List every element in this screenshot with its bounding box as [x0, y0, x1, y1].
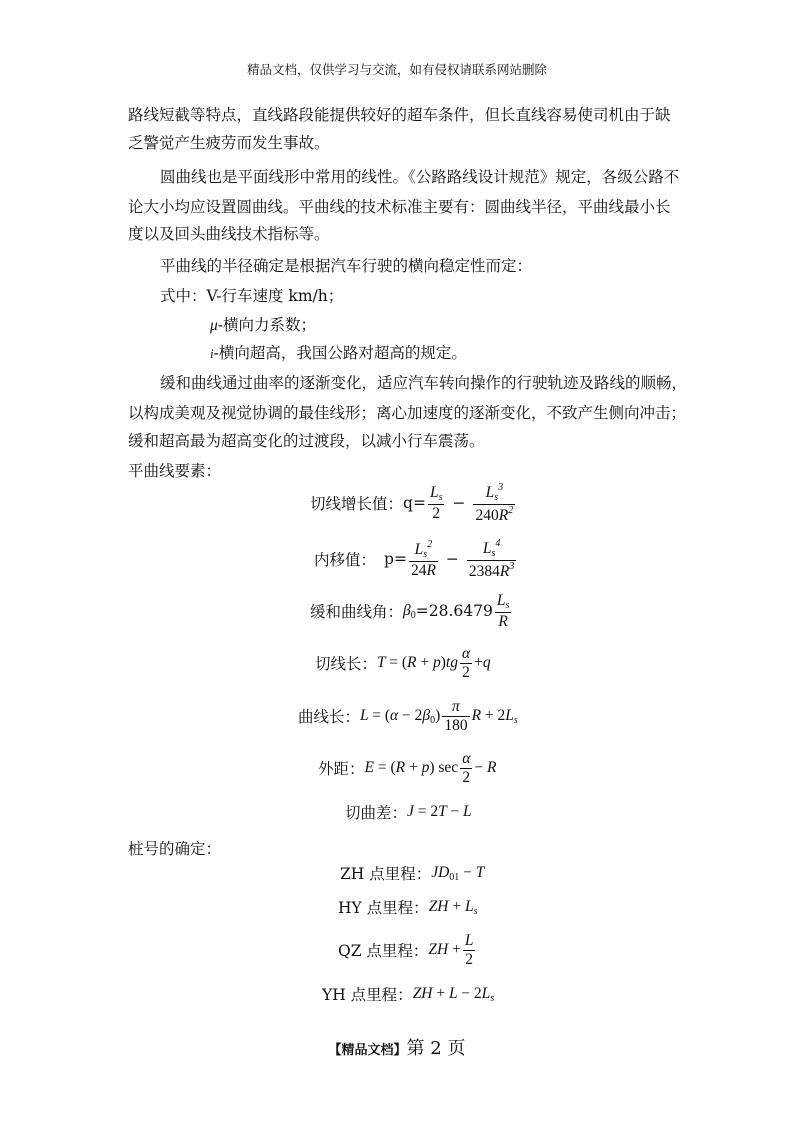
definition-i — [210, 341, 467, 363]
paragraph-line: 路线短截等特点，直线路段能提供较好的超车条件，但长直线容易使司机由于缺 — [128, 106, 671, 124]
formula-label: ZH 点里程： — [340, 865, 432, 883]
page-number: 第 2 页 — [406, 1038, 466, 1059]
formula-spiral-angle: 缓和曲线角： $\beta_0$ =28.6479 $\frac{L_s}{R}$ — [310, 592, 510, 630]
formula-label: 曲线长： — [298, 708, 361, 727]
formula-tangent-curve-difference: 切曲差： J = 2T − L — [345, 803, 472, 822]
definition-v: 式中：V-行车速度 km/h； — [160, 287, 344, 305]
paragraph-line: 缓和超高最为超高变化的过渡段，以减小行车震荡。 — [128, 432, 485, 450]
formula-label: YH 点里程： — [322, 986, 413, 1004]
formula-station-hy: HY 点里程： ZH + $L_s$ — [338, 897, 478, 917]
formula-external-distance: 外距： E = (R + p) sec $\frac{\alpha}{2}$ − R — [318, 750, 497, 786]
formula-label: 切线长： — [315, 655, 378, 674]
page-footer — [0, 1034, 794, 1060]
formula-tangent-increase: 切线增长值： q= $\frac{L_s}{2}$ − $\frac{L_s^3}{240R^2}$ — [310, 482, 514, 524]
page-header: 精品文档，仅供学习与交流，如有侵权请联系网站删除 — [246, 62, 547, 77]
formula-label: 切线增长值： — [310, 495, 404, 514]
formula-label: HY 点里程： — [338, 899, 429, 917]
paragraph-line: 论大小均应设置圆曲线。平曲线的技术标准主要有：圆曲线半径，平曲线最小长 — [128, 198, 671, 216]
formula-curve-length: 曲线长： $L = (\alpha - 2\beta_0)$ $\frac{\pi}{180}$ $R + 2L_s$ — [298, 698, 518, 734]
formula-label: QZ 点里程： — [338, 942, 429, 961]
footer-tag: 【精品文档】 — [328, 1043, 407, 1058]
definition-i-text: -横向超高，我国公路对超高的规定。 — [213, 344, 467, 362]
paragraph-line: 度以及回头曲线技术指标等。 — [128, 225, 330, 243]
formula-label: 内移值： — [314, 551, 377, 570]
paragraph-line: 以构成美观及视觉协调的最佳线形；离心加速度的逐渐变化，不致产生侧向冲击； — [128, 404, 687, 422]
formula-shift: 内移值： p= $\frac{L_s^2}{24R}$ − $\frac{L_s^4}{2384R^3}$ — [314, 538, 515, 580]
section-heading: 桩号的确定： — [128, 840, 222, 858]
formula-station-zh: ZH 点里程： $JD_{01} - T$ — [340, 863, 485, 883]
formula-station-qz: QZ 点里程： ZH + $\frac{L}{2}$ — [338, 932, 474, 968]
formula-label: 切曲差： — [345, 804, 408, 822]
i-symbol: i — [210, 346, 214, 361]
formula-label: 外距： — [318, 760, 365, 779]
definition-mu-text: -横向力系数； — [217, 316, 317, 334]
formula-label: 缓和曲线角： — [310, 603, 404, 622]
paragraph-line: 平曲线的半径确定是根据汽车行驶的横向稳定性而定： — [160, 257, 533, 275]
formula-tangent-length: 切线长： T = (R + p)tg $\frac{\alpha}{2}$ +q — [315, 645, 491, 681]
paragraph-line: 圆曲线也是平面线形中常用的线性。《公路路线设计规范》规定，各级公路不 — [160, 168, 680, 186]
mu-symbol: μ — [210, 317, 218, 334]
paragraph-line: 乏警觉产生疲劳而发生事故。 — [128, 134, 330, 152]
paragraph-line: 缓和曲线通过曲率的逐渐变化，适应汽车转向操作的行驶轨迹及路线的顺畅， — [160, 374, 688, 392]
definition-mu — [210, 313, 316, 335]
section-heading: 平曲线要素： — [128, 462, 222, 480]
formula-station-yh: YH 点里程： ZH + $L - 2L_s$ — [322, 984, 495, 1004]
